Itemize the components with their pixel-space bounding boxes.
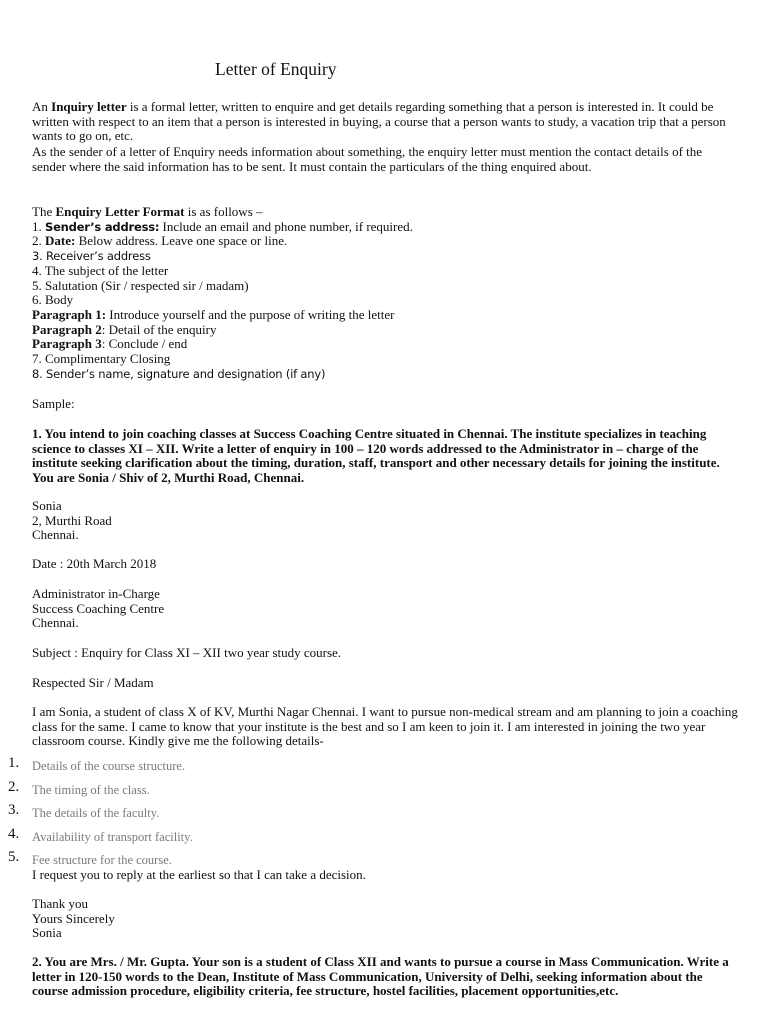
format-item-label: Paragraph 2 (32, 321, 102, 337)
receiver-address (32, 587, 738, 631)
list-item (8, 803, 408, 827)
intro-text-c: is a formal letter, written to enquire and get details regarding something that a person is interested in. It could be written with respect to an item that a person is interested in buying, a course that a person wants to study, a vacation trip that a person wants to go on, etc. (32, 99, 726, 144)
list-text: Availability of transport facility. (32, 829, 193, 844)
page-title: Letter of Enquiry (215, 59, 337, 79)
list-text: The timing of the class. (32, 782, 150, 797)
list-item (8, 827, 408, 851)
sender-city: Chennai. (32, 527, 79, 543)
format-item-text: Introduce yourself and the purpose of writing the letter (106, 306, 395, 322)
receiver-city: Chennai. (32, 615, 79, 631)
list-number: 4. (8, 825, 20, 842)
intro-paragraph-2: As the sender of a letter of Enquiry needs information about something, the enquiry letter must mention the contact details of the sender where the said information has to be sent. It must contain the particulars of the thing enquired about. (32, 144, 703, 174)
format-paragraph-3 (32, 337, 738, 352)
list-item (8, 756, 408, 780)
details-list (8, 756, 408, 874)
format-item-2 (32, 234, 738, 249)
format-item-6: 6. Body (32, 292, 74, 308)
list-text: Fee structure for the course. (32, 853, 172, 867)
format-lead (32, 205, 738, 220)
list-number: 3. (8, 802, 20, 818)
format-item-text: Include an email and phone number, if required. (159, 218, 413, 234)
format-item-label: Paragraph 1: (32, 306, 107, 322)
format-paragraph-1 (32, 308, 738, 323)
format-item-8: 8. Sender’s name, signature and designation (if any) (32, 366, 326, 381)
sender-street: 2, Murthi Road (32, 512, 112, 528)
list-number: 1. (8, 755, 20, 771)
format-item-7: 7. Complimentary Closing (32, 351, 171, 367)
signoff-name: Sonia (32, 925, 62, 941)
sender-name: Sonia (32, 498, 62, 513)
format-item-4: 4. The subject of the letter (32, 262, 169, 278)
signoff-closing: Yours Sincerely (32, 910, 115, 926)
format-item-5: 5. Salutation (Sir / respected sir / madam) (32, 277, 249, 293)
format-lead-term: Enquiry Letter Format (55, 204, 185, 219)
format-item-label: Sender’s address: (45, 219, 160, 234)
format-item-label: Paragraph 3 (32, 336, 102, 352)
format-item-3: 3. Receiver’s address (32, 249, 151, 264)
intro-text-a: An (32, 99, 52, 114)
sender-address (32, 499, 738, 543)
format-lead-text: The (32, 204, 56, 219)
letter-subject: Subject : Enquiry for Class XI – XII two year study course. (32, 645, 342, 660)
question-1: 1. You intend to join coaching classes at Success Coaching Centre situated in Chennai. The institute specializes in teaching science to classes XI – XII. Write a letter of enquiry in 100 – 120 words addressed to the Administrator in – charge of the institute seeking clarification about the timing, duration, staff, transport and other necessary details for joining the institute. You are Sonia / Shiv of 2, Murthi Road, Chennai. (32, 426, 720, 486)
question-2: 2. You are Mrs. / Mr. Gupta. Your son is a student of Class XII and wants to pursue a course in Mass Communication. Write a letter in 120-150 words to the Dean, Institute of Mass Communication, University of Delhi, seeking information about the course admission procedure, eligibility criteria, fee structure, hostel facilities, placement opportunities,etc. (32, 954, 729, 999)
receiver-title: Administrator in-Charge (32, 586, 160, 601)
list-text: Details of the course structure. (32, 759, 186, 773)
letter-date: Date : 20th March 2018 (32, 556, 157, 571)
format-lead-tail: is as follows – (184, 204, 263, 219)
intro-paragraph (32, 100, 738, 144)
format-item-1 (32, 220, 738, 235)
list-number: 2. (8, 778, 20, 795)
letter-salutation: Respected Sir / Madam (32, 675, 154, 690)
format-section (32, 205, 738, 381)
signoff-thanks: Thank you (32, 896, 88, 911)
receiver-org: Success Coaching Centre (32, 600, 165, 616)
list-number: 5. (8, 849, 20, 865)
format-item-text: Below address. Leave one space or line. (75, 233, 288, 249)
letter-body: I am Sonia, a student of class X of KV, Murthi Nagar Chennai. I want to pursue non-medical stream and am planning to join a coaching class for the same. I came to know that your institute is the best and so I am keen to join it. I am interested in joining the two year classroom course. Kindly give me the following details- (32, 704, 738, 749)
sample-label: Sample: (32, 396, 75, 411)
intro-term: Inquiry letter (51, 99, 127, 114)
format-item-text: : Detail of the enquiry (101, 321, 217, 337)
format-item-text: : Conclude / end (101, 336, 188, 352)
format-item-number: 1. (32, 218, 45, 234)
format-item-number: 2. (32, 233, 45, 249)
format-paragraph-2 (32, 323, 738, 338)
list-item (8, 780, 408, 804)
list-text: The details of the faculty. (32, 806, 160, 820)
closing-request: I request you to reply at the earliest so that I can take a decision. (32, 867, 366, 882)
format-item-label: Date: (45, 233, 76, 249)
signoff (32, 897, 738, 941)
